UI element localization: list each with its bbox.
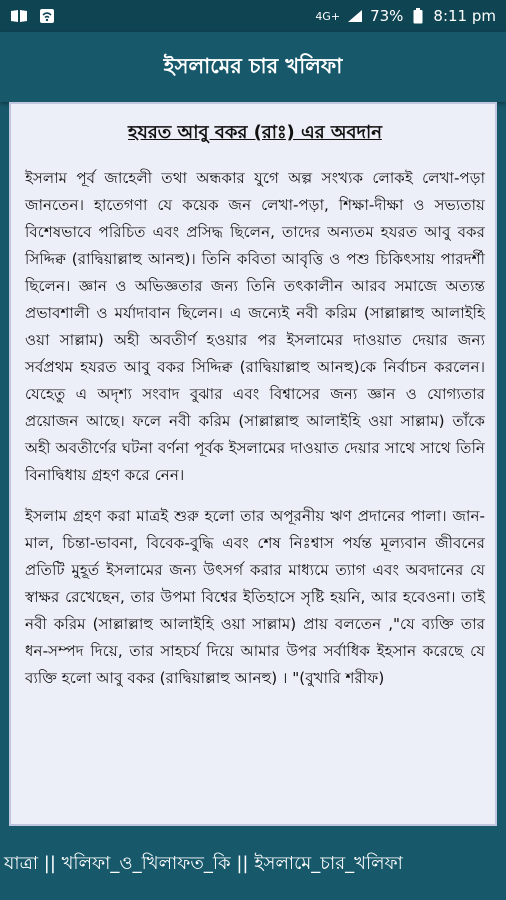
article-title: হযরত আবু বকর (রাঃ) এর অবদান bbox=[128, 122, 382, 143]
app-title: ইসলামের চার খলিফা bbox=[163, 53, 343, 78]
battery-percent: 73% bbox=[370, 7, 404, 25]
wifi-box-icon bbox=[38, 8, 56, 24]
clock: 8:11 pm bbox=[433, 7, 496, 25]
status-bar bbox=[0, 0, 506, 32]
signal-icon bbox=[346, 8, 364, 24]
article-content[interactable] bbox=[9, 102, 497, 826]
network-type: 4G+ bbox=[315, 9, 341, 23]
marquee-text[interactable]: যাত্রা || খলিফা_ও_খিলাফত_কি || ইসলামে_চার_খলিফা bbox=[4, 852, 403, 874]
book-icon bbox=[10, 8, 28, 24]
app-bar bbox=[0, 32, 506, 102]
article-paragraph: ইসলাম গ্রহণ করা মাত্রই শুরু হলো তার অপূরনীয় ঋণ প্রদানের পালা। জান-মাল, চিন্তা-ভাবনা, বিবেক-বুদ্ধি এবং শেষ নিঃশ্বাস পর্যন্ত মূল্যবান জীবনের প্রতিটি মুহূর্ত ইসলামের জন্য উৎসর্গ করার মাধ্যমে ত্যাগ এবং অবদানের যে স্বাক্ষর রেখেছেন, তার উপমা বিশ্বের ইতিহাসে সৃষ্টি হয়নি, আর হবেওনা। তাই নবী করিম (সাল্লাল্লাহু আলাইহি ওয়া সাল্লাম) প্রায় বলতেন ,"যে ব্যক্তি তার ধন-সম্পদ দিয়ে, তার সাহচর্য দিয়ে আমার উপর সর্বাধিক ইহসান করেছে যে ব্যক্তি হলো আবু বকর (রাদ্বিয়াল্লাহু আনহু) । "(বুখারি শরীফ) bbox=[25, 507, 485, 687]
bottom-marquee-bar[interactable] bbox=[0, 828, 506, 900]
article-paragraph: ইসলাম পূর্ব জাহেলী তথা অন্ধকার যুগে অল্প সংখ্যক লোকই লেখা-পড়া জানতেন। হাতেগণা যে কয়েক জন লেখা-পড়া, শিক্ষা-দীক্ষা ও সভ্যতায় বিশেষভাবে পরিচিত এবং প্রসিদ্ধ ছিলেন, তাদের অন্যতম হযরত আবু বকর সিদ্দিক্ব (রাদ্বিয়াল্লাহু আনহু)। তিনি কবিতা আবৃত্তি ও পশু চিকিৎসায় পারদর্শী ছিলেন। জ্ঞান ও অভিজ্ঞতার জন্য তিনি তৎকালীন আরব সমাজে অত্যন্ত প্রভাবশালী ও মর্যাদাবান ছিলেন। এ জন্যেই নবী করিম (সাল্লাল্লাহু আলাইহি ওয়া সাল্লাম) অহী অবতীর্ণ হওয়ার পর ইসলামের দাওয়াত দেয়ার জন্য সর্বপ্রথম হযরত আবু বকর সিদ্দিক্ব (রাদ্বিয়াল্লাহু আনহু)কে নির্বাচন করলেন। যেহেতু এ অদৃশ্য সংবাদ বুঝার এবং বিশ্বাসের জন্য জ্ঞান ও যোগ্যতার প্রয়োজন আছে। ফলে নবী করিম (সাল্লাল্লাহু আলাইহি ওয়া সাল্লাম) তাঁকে অহী অবতীর্ণের ঘটনা বর্ণনা পূর্বক ইসলামের দাওয়াত দেয়ার সাথে সাথে তিনি বিনাদ্বিধায় গ্রহণ করে নেন। bbox=[25, 169, 485, 484]
battery-icon bbox=[409, 8, 427, 24]
